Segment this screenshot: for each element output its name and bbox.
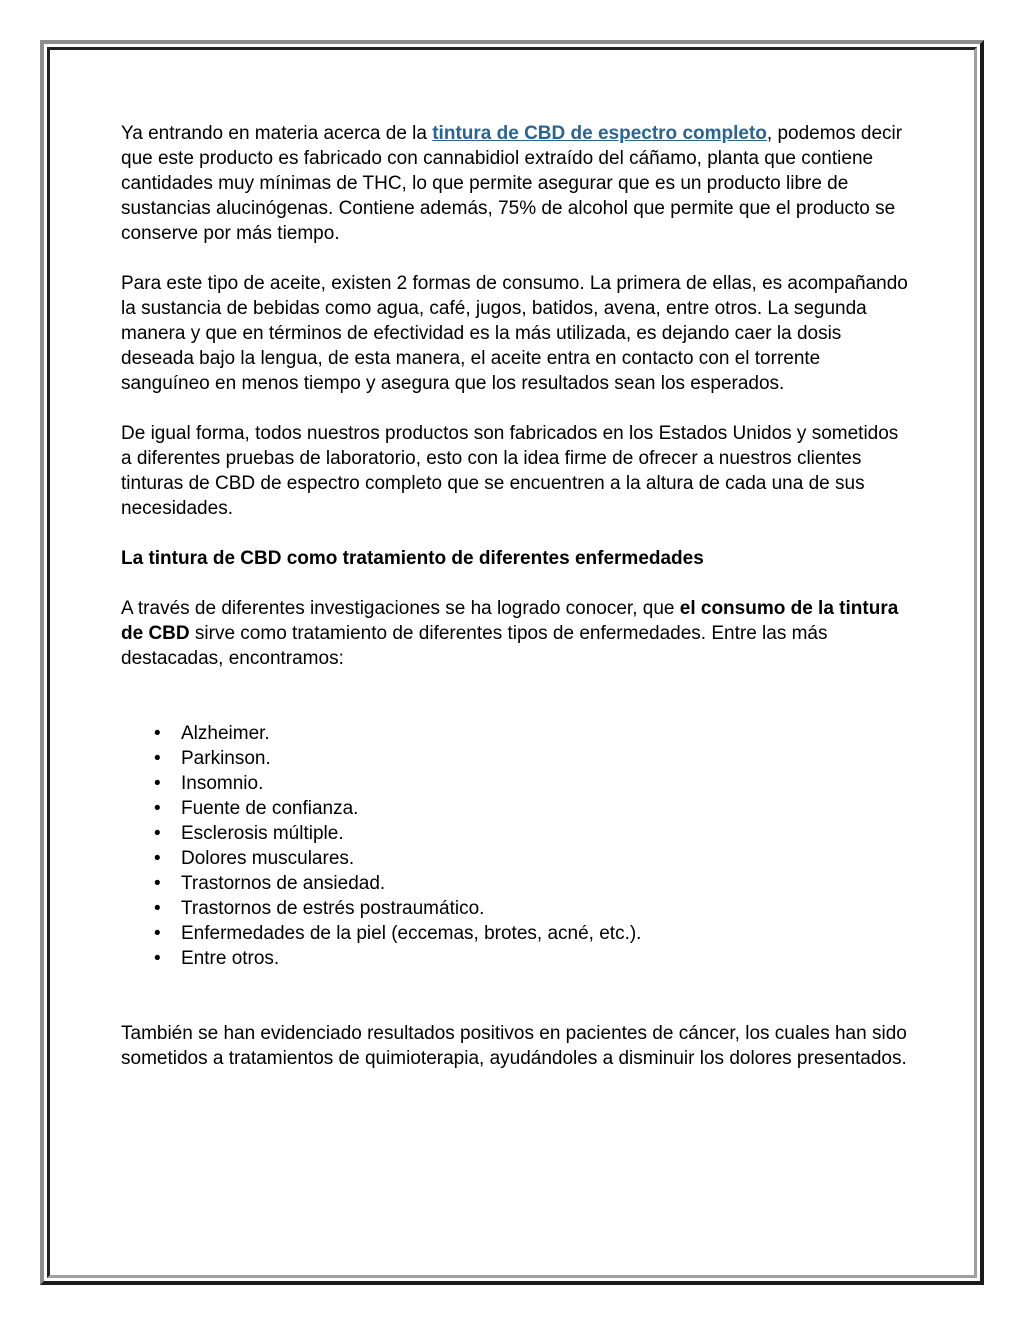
research-bold-text: el consumo de la tintura de CBD bbox=[121, 598, 899, 644]
list-item-label: Parkinson. bbox=[181, 748, 271, 769]
paragraph-products: De igual forma, todos nuestros productos son fabricados en los Estados Unidos y sometidos a diferentes pruebas de laboratorio, esto con la idea firme de ofrecer a nuestros clientes tinturas de CBD de espectro completo que se encuentren a la altura de cada una de sus necesidades. bbox=[121, 423, 899, 519]
paragraph-research bbox=[121, 596, 911, 671]
list-item-label: Enfermedades de la piel (eccemas, brotes, acné, etc.). bbox=[181, 923, 642, 944]
list-item bbox=[121, 821, 911, 846]
research-text-start: A través de diferentes investigaciones se ha logrado conocer, que bbox=[121, 598, 680, 619]
list-item bbox=[121, 771, 911, 796]
bullet-icon: • bbox=[154, 848, 161, 869]
list-item-label: Alzheimer. bbox=[181, 723, 270, 744]
intro-text-end: , podemos decir que este producto es fabricado con cannabidiol extraído del cáñamo, planta que contiene cantidades muy mínimas de THC, lo que permite asegurar que es un producto libre de sustancias alucinógenas. Contiene además, 75% de alcohol que permite que el producto se conserve por más tiempo. bbox=[121, 123, 903, 244]
list-item bbox=[121, 871, 911, 896]
list-item-label: Esclerosis múltiple. bbox=[181, 823, 344, 844]
spacer bbox=[121, 671, 911, 696]
list-item bbox=[121, 796, 911, 821]
list-item-label: Entre otros. bbox=[181, 948, 280, 969]
cbd-tincture-link[interactable]: tintura de CBD de espectro completo bbox=[432, 123, 767, 144]
list-item-label: Dolores musculares. bbox=[181, 848, 355, 869]
bullet-icon: • bbox=[154, 798, 161, 819]
paragraph-consumption: Para este tipo de aceite, existen 2 formas de consumo. La primera de ellas, es acompañando la sustancia de bebidas como agua, café, jugos, batidos, avena, entre otros. La segunda manera y que en términos de efectividad es la más utilizada, es dejando caer la dosis deseada bajo la lengua, de esta manera, el aceite entra en contacto con el torrente sanguíneo en menos tiempo y asegura que los resultados sean los esperados. bbox=[121, 273, 908, 394]
bullet-icon: • bbox=[154, 873, 161, 894]
list-item bbox=[121, 896, 911, 921]
list-item-label: Fuente de confianza. bbox=[181, 798, 359, 819]
list-item-label: Trastornos de estrés postraumático. bbox=[181, 898, 485, 919]
list-item bbox=[121, 721, 911, 746]
bullet-icon: • bbox=[154, 723, 161, 744]
document-body bbox=[121, 121, 911, 1096]
list-item bbox=[121, 846, 911, 871]
bullet-icon: • bbox=[154, 898, 161, 919]
section-heading: La tintura de CBD como tratamiento de diferentes enfermedades bbox=[121, 548, 704, 569]
bullet-icon: • bbox=[154, 773, 161, 794]
paragraph-cancer: También se han evidenciado resultados positivos en pacientes de cáncer, los cuales han sido sometidos a tratamientos de quimioterapia, ayudándoles a disminuir los dolores presentados. bbox=[121, 1023, 907, 1069]
intro-text-start: Ya entrando en materia acerca de la bbox=[121, 123, 433, 144]
bullet-icon: • bbox=[154, 923, 161, 944]
bullet-icon: • bbox=[154, 948, 161, 969]
spacer bbox=[121, 696, 911, 721]
spacer bbox=[121, 971, 911, 996]
spacer bbox=[121, 996, 911, 1021]
bullet-icon: • bbox=[154, 823, 161, 844]
paragraph-intro bbox=[121, 121, 911, 246]
list-item bbox=[121, 746, 911, 771]
bullet-icon: • bbox=[154, 748, 161, 769]
list-item bbox=[121, 946, 911, 971]
list-item-label: Insomnio. bbox=[181, 773, 264, 794]
list-item-label: Trastornos de ansiedad. bbox=[181, 873, 386, 894]
disease-list bbox=[121, 721, 911, 971]
list-item bbox=[121, 921, 911, 946]
research-text-end: sirve como tratamiento de diferentes tipos de enfermedades. Entre las más destacadas, encontramos: bbox=[121, 623, 828, 669]
